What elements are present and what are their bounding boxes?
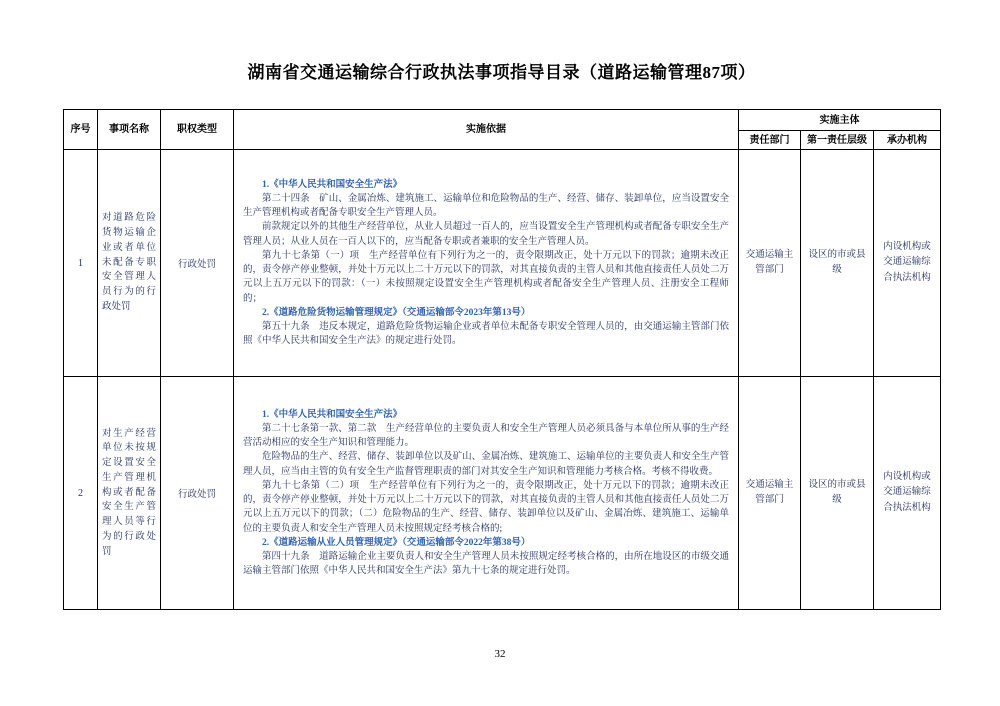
col-header-basis: 实施依据 <box>234 110 739 150</box>
col-header-type: 职权类型 <box>161 110 234 150</box>
cell-undertaking-agency: 内设机构或交通运输综合执法机构 <box>874 150 941 377</box>
directory-table <box>63 109 941 610</box>
cell-item-name: 对生产经营单位未按规定设置安全生产管理机构或者配备安全生产管理人员等行为的行政处罚 <box>98 377 161 610</box>
header-row-top <box>64 110 941 131</box>
law-paragraph: 第二十七条第一款、第二款 生产经营单位的主要负责人和安全生产管理人员必须具备与本单位所从事的生产经营活动相应的安全生产知识和管理能力。 <box>243 423 729 448</box>
law-paragraph: 第二十四条 矿山、金属冶炼、建筑施工、运输单位和危险物品的生产、经营、储存、装卸单位，应当设置安全生产管理机构或者配备专职安全生产管理人员。 <box>243 193 729 218</box>
col-header-agency: 承办机构 <box>874 131 941 150</box>
law-heading: 2.《道路危险货物运输管理规定》（交通运输部令2023年第13号） <box>262 307 531 318</box>
law-paragraph: 第四十九条 道路运输企业主要负责人和安全生产管理人员未按照规定经考核合格的，由所在地设区的市级交通运输主管部门依照《中华人民共和国安全生产法》第九十七条的规定进行处罚。 <box>243 552 729 577</box>
col-header-dept: 责任部门 <box>739 131 801 150</box>
cell-responsible-dept: 交通运输主管部门 <box>739 150 801 377</box>
cell-responsibility-level: 设区的市或县级 <box>801 377 874 610</box>
law-paragraph: 危险物品的生产、经营、储存、装卸单位以及矿山、金属冶炼、建筑施工、运输单位的主要负责人和安全生产管理人员，应当由主管的负有安全生产监督管理职责的部门对其安全生产知识和管理能力考核合格。考核不得收费。 <box>243 452 729 477</box>
cell-legal-basis <box>234 377 739 610</box>
col-header-name: 事项名称 <box>98 110 161 150</box>
cell-index: 1 <box>64 150 98 377</box>
cell-responsible-dept: 交通运输主管部门 <box>739 377 801 610</box>
table-row <box>64 150 941 377</box>
col-header-index: 序号 <box>64 110 98 150</box>
law-heading: 1.《中华人民共和国安全生产法》 <box>262 179 403 190</box>
cell-authority-type: 行政处罚 <box>161 377 234 610</box>
cell-responsibility-level: 设区的市或县级 <box>801 150 874 377</box>
cell-authority-type: 行政处罚 <box>161 150 234 377</box>
cell-index: 2 <box>64 377 98 610</box>
table-row <box>64 377 941 610</box>
law-paragraph: 第五十九条 违反本规定，道路危险货物运输企业或者单位未配备专职安全管理人员的，由交通运输主管部门依照《中华人民共和国安全生产法》的规定进行处罚。 <box>243 322 729 347</box>
law-paragraph: 第九十七条第（一）项 生产经营单位有下列行为之一的，责令限期改正，处十万元以下的罚款；逾期未改正的，责令停产停业整顿，并处十万元以上二十万元以下的罚款，对其直接负责的主管人员和其他直接责任人员处二万元以上五万元以下的罚款：（一）未按照规定设置安全生产管理机构或者配备安全生产管理人员、注册安全工程师的； <box>243 250 729 304</box>
cell-legal-basis <box>234 150 739 377</box>
col-header-subject: 实施主体 <box>739 110 941 131</box>
law-heading: 1.《中华人民共和国安全生产法》 <box>262 409 403 420</box>
page-number: 32 <box>494 648 506 660</box>
law-heading: 2.《道路运输从业人员管理规定》（交通运输部令2022年第38号） <box>262 537 531 548</box>
law-paragraph: 第九十七条第（二）项 生产经营单位有下列行为之一的，责令限期改正，处十万元以下的罚款；逾期未改正的，责令停产停业整顿，并处十万元以上二十万元以下的罚款，对其直接负责的主管人员和其他直接责任人员处二万元以上五万元以下的罚款；（二）危险物品的生产、经营、储存、装卸单位以及矿山、金属冶炼、建筑施工、运输单位的主要负责人和安全生产管理人员未按照规定经考核合格的; <box>243 480 729 534</box>
col-header-level: 第一责任层级 <box>801 131 874 150</box>
cell-item-name: 对道路危险货物运输企业或者单位未配备专职安全管理人员行为的行政处罚 <box>98 150 161 377</box>
law-paragraph: 前款规定以外的其他生产经营单位，从业人员超过一百人的，应当设置安全生产管理机构或者配备专职安全生产管理人员；从业人员在一百人以下的，应当配备专职或者兼职的安全生产管理人员。 <box>243 222 729 247</box>
cell-undertaking-agency: 内设机构或交通运输综合执法机构 <box>874 377 941 610</box>
document-title: 湖南省交通运输综合行政执法事项指导目录（道路运输管理87项） <box>247 63 756 82</box>
